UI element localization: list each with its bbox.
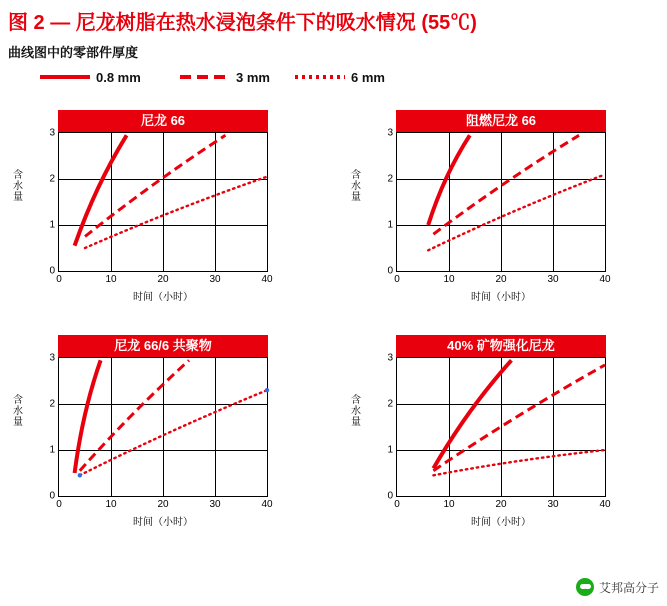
x-tick-label: 10: [105, 499, 117, 510]
series-line: [428, 174, 605, 250]
panel-title: 阻燃尼龙 66: [396, 110, 606, 132]
x-tick-label: 20: [157, 499, 169, 510]
legend-item-2: [295, 66, 385, 88]
x-axis-title: 时间（小时）: [471, 292, 531, 303]
series-line: [433, 365, 605, 471]
legend-item-0: [40, 66, 141, 88]
legend: [40, 66, 460, 90]
page-title: 图 2 — 尼龙树脂在热水浸泡条件下的吸水情况 (55℃): [8, 12, 477, 34]
y-tick-label: 0: [49, 490, 55, 502]
x-tick-label: 0: [394, 274, 400, 285]
plot-area: [49, 352, 273, 510]
y-tick-label: 3: [49, 127, 55, 139]
x-tick-label: 0: [394, 499, 400, 510]
series-layer: [397, 358, 605, 496]
data-point-marker: [265, 388, 269, 392]
x-tick-label: 40: [261, 499, 273, 510]
plot-area: [387, 352, 611, 510]
y-tick-label: 0: [387, 490, 393, 502]
y-tick-label: 2: [49, 398, 55, 410]
legend-item-1: [180, 66, 270, 88]
series-layer: [59, 358, 267, 496]
x-tick-label: 20: [157, 274, 169, 285]
legend-label: 3 mm: [236, 69, 270, 85]
watermark-badge: [576, 576, 659, 598]
x-tick-label: 30: [209, 274, 221, 285]
x-tick-label: 20: [495, 499, 507, 510]
x-tick-label: 0: [56, 274, 62, 285]
y-axis-title: 含水量: [351, 395, 361, 428]
wechat-icon: [576, 578, 594, 596]
page-subtitle: 曲线图中的零部件厚度: [8, 45, 139, 60]
panel-title: 40% 矿物强化尼龙: [396, 335, 606, 357]
y-tick-label: 3: [49, 352, 55, 364]
x-tick-label: 30: [547, 499, 559, 510]
watermark-label: 艾邦高分子: [598, 580, 659, 595]
series-line: [85, 177, 267, 248]
chart-panel-nylon66: [10, 110, 300, 325]
plot-area: [49, 127, 273, 285]
x-tick-label: 30: [209, 499, 221, 510]
chart-panel-fr-nylon66: [348, 110, 638, 325]
panel-title: 尼龙 66: [58, 110, 268, 132]
y-tick-label: 1: [387, 444, 393, 456]
x-axis-title: 时间（小时）: [133, 292, 193, 303]
series-line: [75, 360, 101, 473]
x-tick-label: 10: [443, 274, 455, 285]
y-tick-label: 0: [49, 265, 55, 277]
series-layer: [397, 133, 605, 271]
x-tick-label: 40: [261, 274, 273, 285]
y-axis-title: 含水量: [13, 170, 23, 203]
x-tick-label: 0: [56, 499, 62, 510]
series-line: [80, 390, 267, 475]
x-tick-label: 40: [599, 499, 611, 510]
y-tick-label: 0: [387, 265, 393, 277]
chart-panel-mineral-filled-nylon: [348, 335, 638, 550]
series-line: [428, 135, 470, 225]
y-axis-title: 含水量: [351, 170, 361, 203]
x-tick-label: 10: [105, 274, 117, 285]
x-tick-label: 10: [443, 499, 455, 510]
legend-label: 6 mm: [351, 69, 385, 85]
x-tick-label: 30: [547, 274, 559, 285]
y-tick-label: 1: [387, 219, 393, 231]
y-tick-label: 2: [49, 173, 55, 185]
line-dashed-icon: [180, 70, 230, 84]
plot-area: [387, 127, 611, 285]
legend-label: 0.8 mm: [96, 69, 141, 85]
y-tick-label: 1: [49, 219, 55, 231]
series-line: [75, 135, 127, 245]
series-line: [433, 135, 579, 234]
y-tick-label: 3: [387, 127, 393, 139]
y-tick-label: 1: [49, 444, 55, 456]
series-line: [85, 135, 225, 236]
y-axis-title: 含水量: [13, 395, 23, 428]
series-line: [433, 360, 511, 468]
y-tick-label: 2: [387, 173, 393, 185]
panel-title: 尼龙 66/6 共聚物: [58, 335, 268, 357]
x-tick-label: 40: [599, 274, 611, 285]
y-tick-label: 2: [387, 398, 393, 410]
x-tick-label: 20: [495, 274, 507, 285]
data-point-marker: [78, 473, 82, 477]
x-axis-title: 时间（小时）: [133, 517, 193, 528]
x-axis-title: 时间（小时）: [471, 517, 531, 528]
line-solid-icon: [40, 70, 90, 84]
y-tick-label: 3: [387, 352, 393, 364]
line-dotted-icon: [295, 70, 345, 84]
series-layer: [59, 133, 267, 271]
chart-panel-nylon66-6-copolymer: [10, 335, 300, 550]
